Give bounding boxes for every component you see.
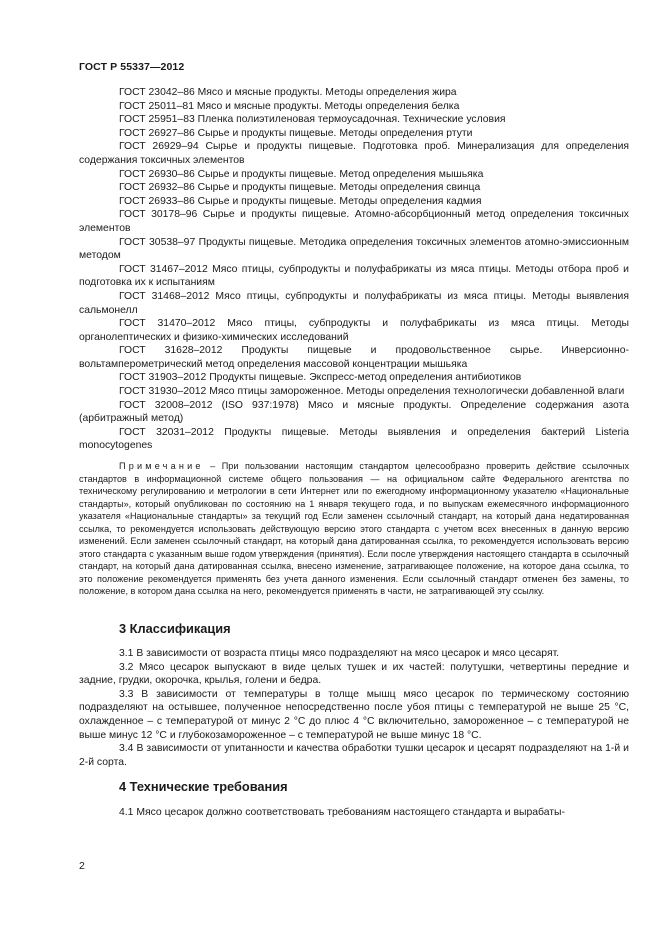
reference-item: ГОСТ 30178–96 Сырье и продукты пищевые. Атомно-абсорбционный метод определения токсичных элементов (79, 209, 629, 234)
reference-item: ГОСТ 25011–81 Мясо и мясные продукты. Методы определения белка (119, 100, 460, 112)
reference-item: ГОСТ 23042–86 Мясо и мясные продукты. Методы определения жира (119, 87, 457, 98)
clause-3-1: 3.1 В зависимости от возраста птицы мясо подразделяют на мясо цесарок и мясо цесарят. (119, 648, 560, 659)
reference-item: ГОСТ 31467–2012 Мясо птицы, субпродукты и полуфабрикаты из мяса птицы. Методы отбора проб и подготовка их к испытаниям (79, 263, 629, 289)
clause-3-4: 3.4 В зависимости от упитанности и качества обработки тушки цесарок и цесарят подразделяют на 1-й и 2-й сорта. (79, 743, 629, 768)
section-4-heading: 4 Технические требования (119, 779, 288, 794)
page-number: 2 (79, 860, 85, 872)
note-paragraph (79, 460, 629, 598)
reference-item: ГОСТ 32008–2012 (ISO 937:1978) Мясо и мясные продукты. Определение содержания азота (арбитражный метод) (79, 399, 629, 425)
reference-item: ГОСТ 26933–86 Сырье и продукты пищевые. Методы определения кадмия (119, 195, 482, 207)
reference-item: ГОСТ 31628–2012 Продукты пищевые и продовольственное сырье. Инверсионно-вольтамперометрический метод определения массовой концентрации мышьяка (79, 345, 629, 370)
reference-item: ГОСТ 26930–86 Сырье и продукты пищевые. Метод определения мышьяка (119, 168, 484, 180)
section-3-heading: 3 Классификация (119, 621, 231, 636)
note-block (79, 460, 629, 598)
clause-3-2: 3.2 Мясо цесарок выпускают в виде целых тушек и их частей: полутушки, четвертины передние и задние, грудки, окорочка, крылья, голени и бедра. (79, 661, 629, 687)
reference-item: ГОСТ 26929–94 Сырье и продукты пищевые. Подготовка проб. Минерализация для определения содержания токсичных элементов (79, 141, 629, 166)
clause-4-1: 4.1 Мясо цесарок должно соответствовать требованиям настоящего стандарта и вырабаты- (119, 807, 565, 818)
section-4-body (79, 806, 629, 820)
reference-item: ГОСТ 25951–83 Пленка полиэтиленовая термоусадочная. Технические условия (119, 114, 506, 126)
reference-item: ГОСТ 26932–86 Сырье и продукты пищевые. Методы определения свинца (119, 182, 481, 194)
section-3-body (79, 647, 629, 769)
reference-item: ГОСТ 26927–86 Сырье и продукты пищевые. Методы определения ртути (119, 127, 473, 139)
reference-item: ГОСТ 30538–97 Продукты пищевые. Методика определения токсичных элементов атомно-эмиссионным методом (79, 236, 629, 262)
reference-item: ГОСТ 32031–2012 Продукты пищевые. Методы выявления и определения бактерий Listeria monocytogenes (79, 426, 629, 452)
normative-references-list (79, 86, 629, 453)
reference-item: ГОСТ 31930–2012 Мясо птицы замороженное. Методы определения технологически добавленной влаги (119, 386, 625, 398)
document-header: ГОСТ Р 55337—2012 (79, 61, 185, 73)
reference-item: ГОСТ 31903–2012 Продукты пищевые. Экспресс-метод определения антибиотиков (119, 372, 522, 384)
clause-3-3: 3.3 В зависимости от температуры в толще мышц мясо цесарок по термическому состоянию подразделяют на остывшее, полученное непосредственно после убоя птицы с температурой не выше 25 °С, охлажденное – с температурой от минус 2 °С до плюс 4 °С включительно, замороженное – с температурой не выше минус 12 °С и глубокозамороженное – с температурой не выше минус 18 °С. (79, 688, 629, 741)
reference-item: ГОСТ 31470–2012 Мясо птицы, субпродукты и полуфабрикаты из мяса птицы. Методы органолептических и физико-химических исследований (79, 318, 629, 343)
reference-item: ГОСТ 31468–2012 Мясо птицы, субпродукты и полуфабрикаты из мяса птицы. Методы выявления сальмонелл (79, 290, 629, 316)
note-text: – При пользовании настоящим стандартом целесообразно проверить действие ссылочных стандартов в информационной системе общего пользования — на официальном сайте Федерального агентства по техническому регулированию и метрологии в сети Интернет или по ежегодному информационному указателю «Национальные стандарты», который опубликован по состоянию на 1 января текущего года, и по выпускам ежемесячного информационного указателя «Национальные стандарты» за текущий год Если заменен ссылочный стандарт, на который дана недатированная ссылка, то рекомендуется использовать действующую версию этого стандарта с учетом всех внесенных в данную версию изменений. Если заменен ссылочный стандарт, на который дана датированная ссылка, то рекомендуется использовать версию этого стандарта с указанным выше годом утверждения (принятия). Если после утверждения настоящего стандарта в ссылочный стандарт, на который дана датированная ссылка, внесено изменение, затрагивающее положение, на которое дана ссылка, то это положение рекомендуется применять без учета данного изменения. Если ссылочный стандарт отменен без замены, то положение, в котором дана ссылка на него, рекомендуется применять в части, не затрагивающей эту ссылку. (79, 461, 629, 596)
note-label: Примечание (119, 461, 204, 471)
